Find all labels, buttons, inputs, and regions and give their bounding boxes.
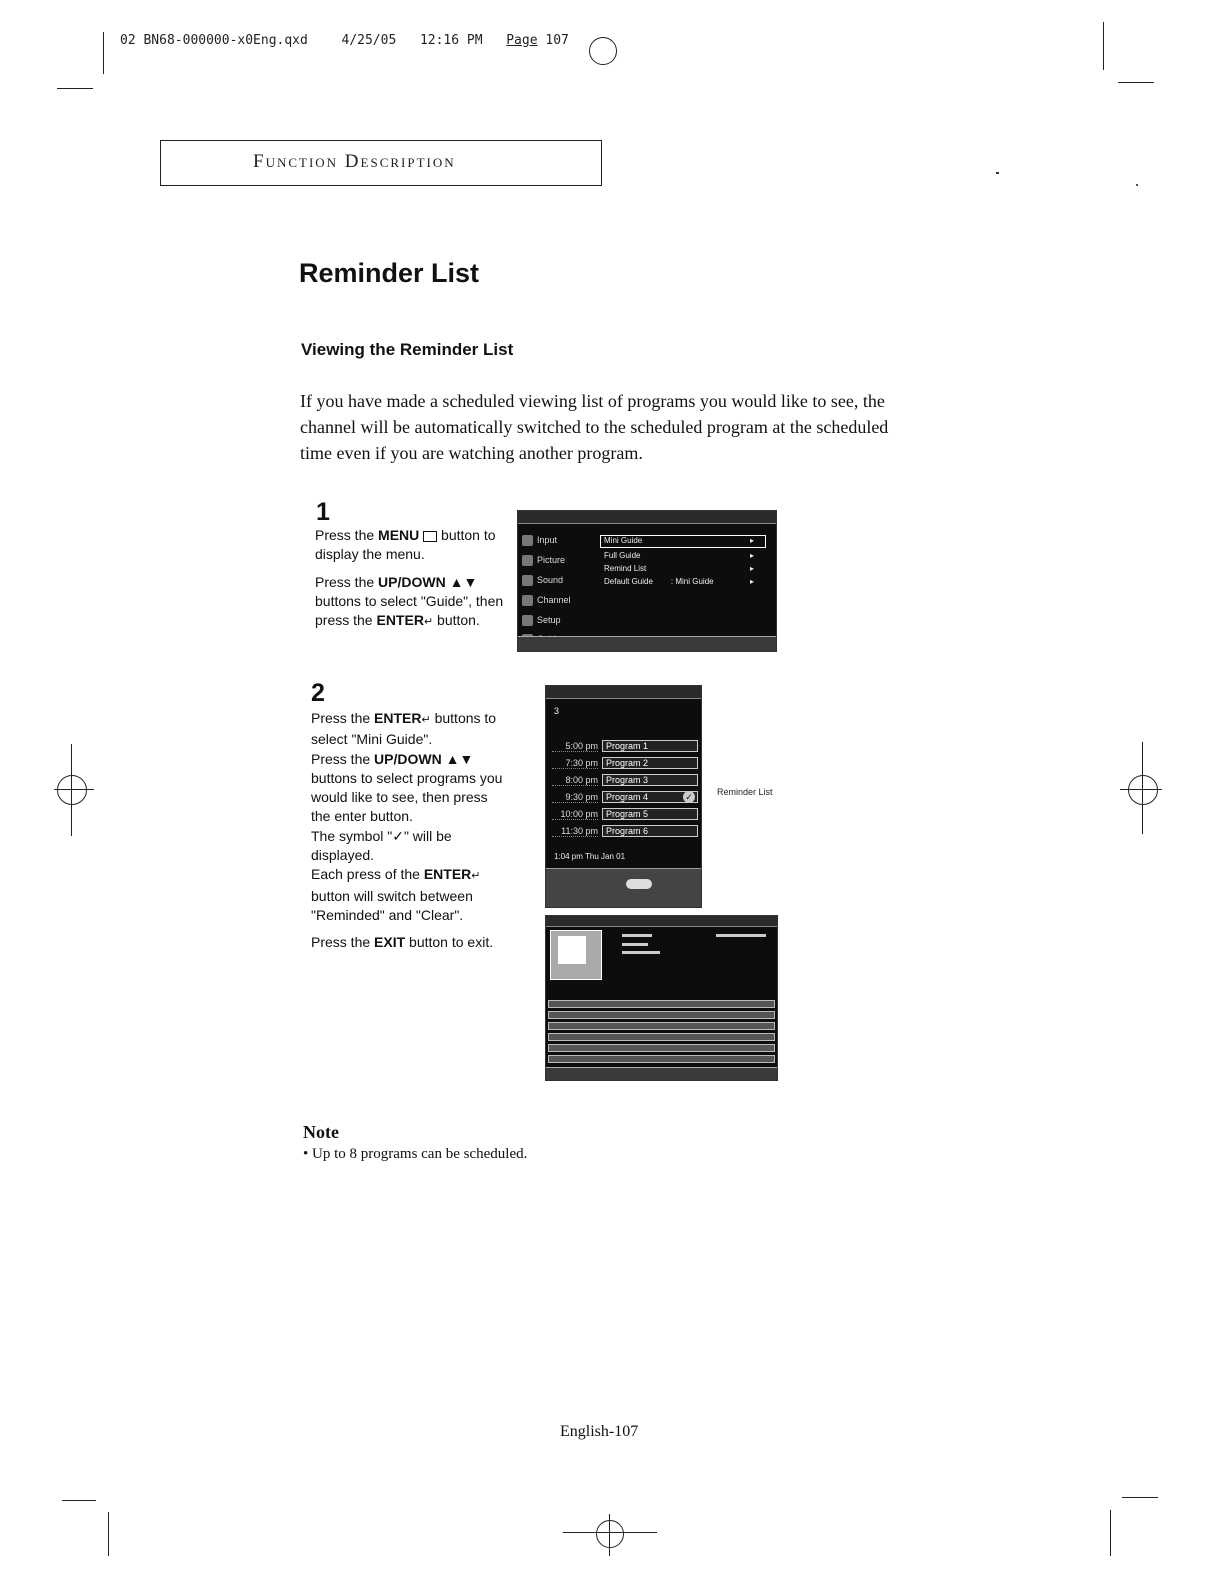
menu-item-picture: Picture: [522, 555, 565, 566]
crop-mark-bottom-right-v: [1110, 1510, 1111, 1556]
menu-topbar: [518, 511, 776, 524]
page-number: English-107: [560, 1423, 639, 1440]
crop-mark-top-left-h: [57, 88, 93, 89]
mini-guide-clock: 1:04 pm Thu Jan 01: [554, 852, 626, 861]
file-code: 02 BN68-000000-x0Eng.qxd: [120, 33, 308, 48]
program-name: Program 3: [602, 774, 698, 786]
section-subtitle: Viewing the Reminder List: [301, 340, 514, 359]
picture-icon: [522, 555, 533, 566]
info-line-2: [622, 943, 648, 946]
step-2-para-2: Press the UP/DOWN ▲▼ buttons to select programs you would like to see, then press the enter button.: [311, 750, 503, 825]
info-line-1: [622, 934, 652, 937]
step-2-para-1: Press the ENTER↵ buttons to select "Mini Guide".: [311, 710, 497, 748]
sound-icon: [522, 575, 533, 586]
sub-item-mini-guide: Mini Guide: [604, 536, 643, 545]
menu-item-sound: Sound: [522, 575, 563, 586]
input-icon: [522, 535, 533, 546]
preview-inner: [558, 936, 586, 964]
guide-grid-row: [548, 1011, 775, 1019]
guide-grid-row: [548, 1044, 775, 1052]
step-1-number: 1: [316, 498, 330, 526]
step-1-text: [315, 526, 505, 640]
arrow-icon-2: ▸: [750, 551, 755, 560]
program-name: Program 4: [602, 791, 698, 803]
mini-guide-nav-bar: [546, 868, 701, 907]
arrow-icon-4: ▸: [750, 577, 755, 586]
step-2-text: [311, 709, 507, 961]
setup-icon: [522, 615, 533, 626]
section-header: Function Description: [253, 151, 456, 172]
program-time: 8:00 pm: [552, 775, 598, 786]
dot-mark-2: [1136, 184, 1138, 186]
crop-mark-top-right-h: [1118, 82, 1154, 83]
crop-mark-bottom-right-h: [1122, 1497, 1158, 1498]
intro-paragraph: If you have made a scheduled viewing list of programs you would like to see, the channel will be automatically switched to the scheduled program at the scheduled time even if you are watching another program.: [300, 391, 889, 463]
sub-item-full-guide: Full Guide: [604, 551, 641, 560]
arrow-icon: ▸: [750, 536, 755, 545]
program-time: 9:30 pm: [552, 792, 598, 803]
registration-mark-left: [57, 775, 87, 805]
print-slug: [120, 33, 569, 48]
step-1-para-2: Press the UP/DOWN ▲▼ buttons to select "Guide", then press the ENTER↵ button.: [315, 573, 504, 629]
print-page-number: 107: [545, 33, 569, 48]
crop-mark-bottom-left-h: [62, 1500, 96, 1501]
default-guide-value: : Mini Guide: [670, 577, 714, 586]
dot-mark: [996, 172, 999, 174]
registration-mark-top: [589, 37, 617, 65]
enter-icon: ↵: [423, 616, 434, 629]
program-time: 7:30 pm: [552, 758, 598, 769]
sub-item-remind-list: Remind List: [604, 564, 647, 573]
print-date: 4/25/05: [341, 33, 397, 48]
step-2-para-3: The symbol "✓" will be displayed.: [311, 827, 452, 864]
arrow-icon-3: ▸: [750, 564, 755, 573]
step-2-number: 2: [311, 679, 325, 707]
mini-guide-nav-icon: [626, 879, 652, 889]
info-line-3: [622, 951, 660, 954]
program-name: Program 5: [602, 808, 698, 820]
reminder-check-icon: ✓: [683, 791, 695, 803]
enter-icon-2: ↵: [421, 714, 431, 726]
program-time: 5:00 pm: [552, 741, 598, 752]
page-title: Reminder List: [299, 258, 480, 288]
step-1-para-1: Press the MENU button to display the menu.: [315, 527, 496, 563]
guide-grid-row: [548, 1033, 775, 1041]
full-guide-screenshot: [545, 915, 778, 1081]
menu-icon: [423, 531, 437, 542]
enter-icon-3: ↵: [471, 870, 481, 883]
full-guide-bottombar: [546, 1067, 777, 1080]
guide-grid-row: [548, 1055, 775, 1063]
sub-item-default-guide: Default Guide : Mini Guide: [604, 577, 714, 586]
menu-item-input: Input: [522, 535, 557, 546]
menu-bottombar: [518, 636, 776, 651]
tv-menu-screenshot: [517, 510, 777, 652]
reminder-list-callout: Reminder List: [717, 787, 773, 797]
note-title: Note: [303, 1122, 339, 1142]
program-name: Program 2: [602, 757, 698, 769]
registration-mark-bottom: [596, 1520, 624, 1548]
full-guide-topbar: [546, 916, 777, 927]
guide-grid-row: [548, 1022, 775, 1030]
mini-guide-channel: 3: [554, 706, 560, 716]
program-time: 11:30 pm: [552, 826, 598, 837]
mini-guide-topbar: [546, 686, 701, 699]
note-text: • Up to 8 programs can be scheduled.: [303, 1146, 528, 1162]
guide-grid-row: [548, 1000, 775, 1008]
mini-guide-screenshot: [545, 685, 702, 908]
crop-mark-bottom-left-v: [108, 1512, 109, 1556]
program-name: Program 6: [602, 825, 698, 837]
page-word: Page: [506, 33, 538, 48]
registration-mark-right: [1128, 775, 1158, 805]
step-2-para-5: Press the EXIT button to exit.: [311, 934, 494, 951]
step-2-para-4: Each press of the ENTER↵ button will switch between "Reminded" and "Clear".: [311, 866, 481, 923]
menu-item-channel: Channel: [522, 595, 571, 606]
menu-item-setup: Setup: [522, 615, 561, 626]
info-clock: [716, 934, 766, 937]
crop-mark-top-right: [1103, 22, 1104, 70]
print-time: 12:16 PM: [419, 33, 483, 48]
program-time: 10:00 pm: [552, 809, 598, 820]
channel-icon: [522, 595, 533, 606]
program-name: Program 1: [602, 740, 698, 752]
crop-mark-top-left: [103, 32, 104, 74]
